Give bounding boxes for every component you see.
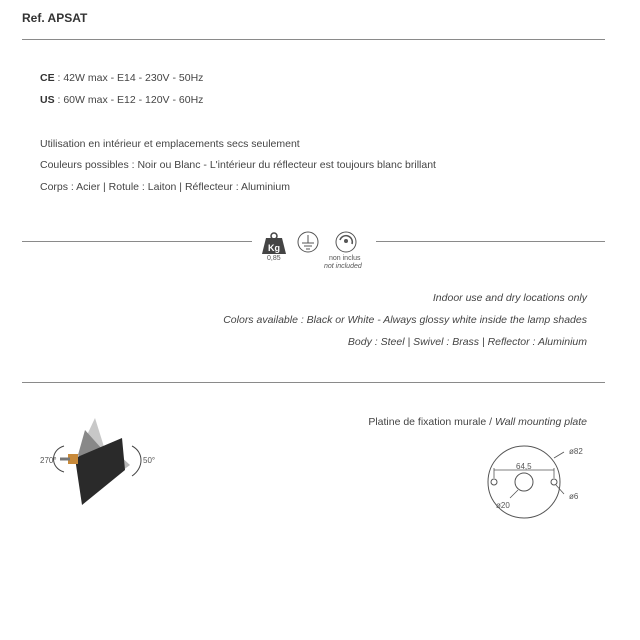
spec-us-text: : 60W max - E12 - 120V - 60Hz xyxy=(54,94,204,106)
top-divider xyxy=(22,39,605,40)
fr-line-usage: Utilisation en intérieur et emplacements secs seulement xyxy=(40,138,300,150)
icon-group xyxy=(254,228,374,278)
rotation-right-label: 50° xyxy=(143,456,156,465)
plate-title-fr: Platine de fixation murale / xyxy=(368,416,493,428)
fr-line-colors: Couleurs possibles : Noir ou Blanc - L'intérieur du réflecteur est toujours blanc brillant xyxy=(40,159,436,171)
weight-icon xyxy=(254,228,374,278)
icon-divider-left xyxy=(22,241,252,242)
spec-ce-text: : 42W max - E14 - 230V - 50Hz xyxy=(54,72,204,84)
en-line-colors: Colors available : Black or White - Always glossy white inside the lamp shades xyxy=(223,314,587,326)
weight-value: 0,85 xyxy=(267,255,281,262)
reference-title: Ref. APSAT xyxy=(22,11,88,25)
spec-ce xyxy=(40,72,203,84)
rotation-left-label: 270° xyxy=(40,456,57,465)
dim-outer: ø82 xyxy=(569,447,583,456)
bulb-note-en: not included xyxy=(324,263,362,270)
en-line-usage: Indoor use and dry locations only xyxy=(432,292,587,304)
spec-us xyxy=(40,94,203,106)
dim-center: ø20 xyxy=(496,501,510,510)
en-line-materials: Body : Steel | Swivel : Brass | Reflector : Aluminium xyxy=(347,336,587,348)
dim-spacing: 64,5 xyxy=(516,462,532,471)
bulb-note-fr: non inclus xyxy=(329,255,361,262)
plate-title xyxy=(368,416,587,428)
fr-line-materials: Corps : Acier | Rotule : Laiton | Réflecteur : Aluminium xyxy=(40,181,290,193)
bottom-divider xyxy=(22,382,605,383)
spec-ce-label: CE xyxy=(40,72,55,84)
icon-divider-right xyxy=(376,241,605,242)
plate-title-en: Wall mounting plate xyxy=(494,416,587,428)
lamp-rotation-illustration xyxy=(30,410,170,520)
spec-us-label: US xyxy=(40,94,55,106)
dim-hole: ø6 xyxy=(569,492,579,501)
weight-label: Kg xyxy=(268,243,280,253)
